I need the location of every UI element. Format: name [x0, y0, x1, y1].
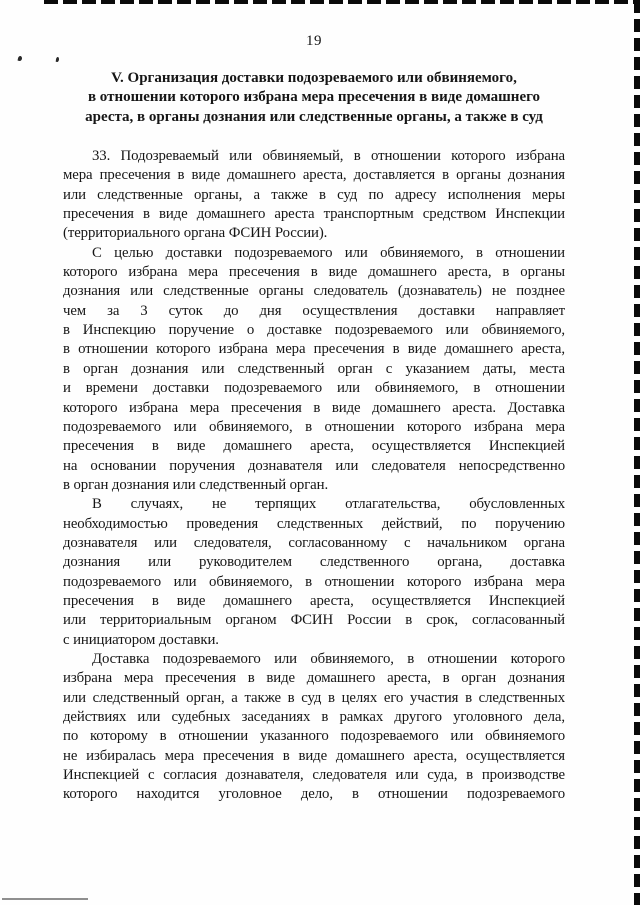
paragraph: [63, 244, 565, 495]
text-line: мера пресечения в виде домашнего ареста, доставляется в органы дознания: [63, 167, 565, 184]
scan-edge-top: [44, 0, 640, 4]
text-line: С целью доставки подозреваемого или обвиняемого, в отношении: [92, 244, 565, 261]
text-line: избрана мера пресечения в виде домашнего ареста, в орган дознания: [63, 670, 565, 687]
text-line: с инициатором доставки.: [63, 631, 219, 648]
text-line: которого находится уголовное дело, в отношении подозреваемого: [63, 786, 565, 803]
text-line: которого избрана мера пресечения в виде домашнего ареста. Доставка: [63, 399, 565, 416]
text-line: Инспекцией с согласия дознавателя, следователя или суда, в производстве: [63, 767, 565, 784]
paragraph: [63, 650, 565, 805]
text-line: пресечения в виде домашнего ареста, осуществляется Инспекцией: [63, 438, 565, 455]
text-line: в орган дознания или следственный орган с указанием даты, места: [63, 360, 565, 377]
text-line: не избиралась мера пресечения в виде домашнего ареста, осуществляется: [63, 747, 565, 764]
text-line: необходимостью проведения следственных действий, по поручению: [63, 515, 565, 532]
page-number: 19: [306, 33, 322, 49]
ink-speck: [18, 56, 23, 62]
paragraph: [63, 495, 565, 650]
text-line: или территориальным органом ФСИН России в срок, согласованный: [63, 612, 565, 629]
text-line: В случаях, не терпящих отлагательства, обусловленных: [92, 496, 565, 513]
heading-line: ареста, в органы дознания или следственные органы, а также в суд: [85, 108, 543, 125]
text-line: в орган дознания или следственный орган.: [63, 476, 329, 493]
heading-line: V. Организация доставки подозреваемого или обвиняемого,: [111, 70, 517, 86]
text-line: пресечения в виде домашнего ареста, осуществляется Инспекцией: [63, 592, 565, 609]
text-line: по которому в отношении указанного подозреваемого или обвиняемого: [63, 728, 565, 745]
text-line: подозреваемого или обвиняемого, в отношении которого избрана мера: [63, 573, 565, 590]
text-line: дознания или руководителем следственного органа, доставка: [63, 554, 565, 571]
text-line: в отношении которого избрана мера пресечения в виде домашнего ареста,: [63, 341, 565, 358]
footnote-rule: [2, 898, 88, 900]
section-heading: [63, 69, 565, 127]
text-line: на основании поручения дознавателя или следователя непосредственно: [63, 457, 565, 474]
text-line: или следственный орган, а также в суд в целях его участия в следственных: [63, 689, 565, 706]
text-line: дознания или следственные органы следователь (дознаватель) не позднее: [63, 283, 565, 300]
scan-edge-right: [634, 0, 640, 905]
text-line: действиях или судебных заседаниях в рамках другого уголовного дела,: [63, 709, 565, 725]
heading-line: в отношении которого избрана мера пресечения в виде домашнего: [87, 89, 541, 106]
text-line: которого избрана мера пресечения в виде домашнего ареста, в органы: [63, 264, 565, 281]
text-line: в Инспекцию поручение о доставке подозреваемого или обвиняемого,: [63, 322, 565, 339]
text-line: (территориального органа ФСИН России).: [63, 225, 328, 242]
text-line: пресечения в виде домашнего ареста транспортным средством Инспекции: [63, 206, 565, 223]
ink-speck: [56, 57, 60, 62]
paragraph: [63, 147, 565, 244]
text-line: дознавателя или следователя, согласованному с начальником органа: [63, 534, 565, 551]
text-line: подозреваемого или обвиняемого, в отношении которого избрана мера: [63, 418, 565, 435]
text-line: 33. Подозреваемый или обвиняемый, в отношении которого избрана: [92, 148, 565, 165]
text-line: чем за 3 суток до дня осуществления доставки направляет: [63, 302, 565, 319]
text-line: Доставка подозреваемого или обвиняемого, в отношении которого: [92, 650, 565, 667]
text-line: и времени доставки подозреваемого или обвиняемого, в отношении: [63, 380, 565, 397]
text-line: или следственные органы, а также в суд по адресу исполнения меры: [63, 186, 565, 203]
document-body: [63, 147, 565, 805]
